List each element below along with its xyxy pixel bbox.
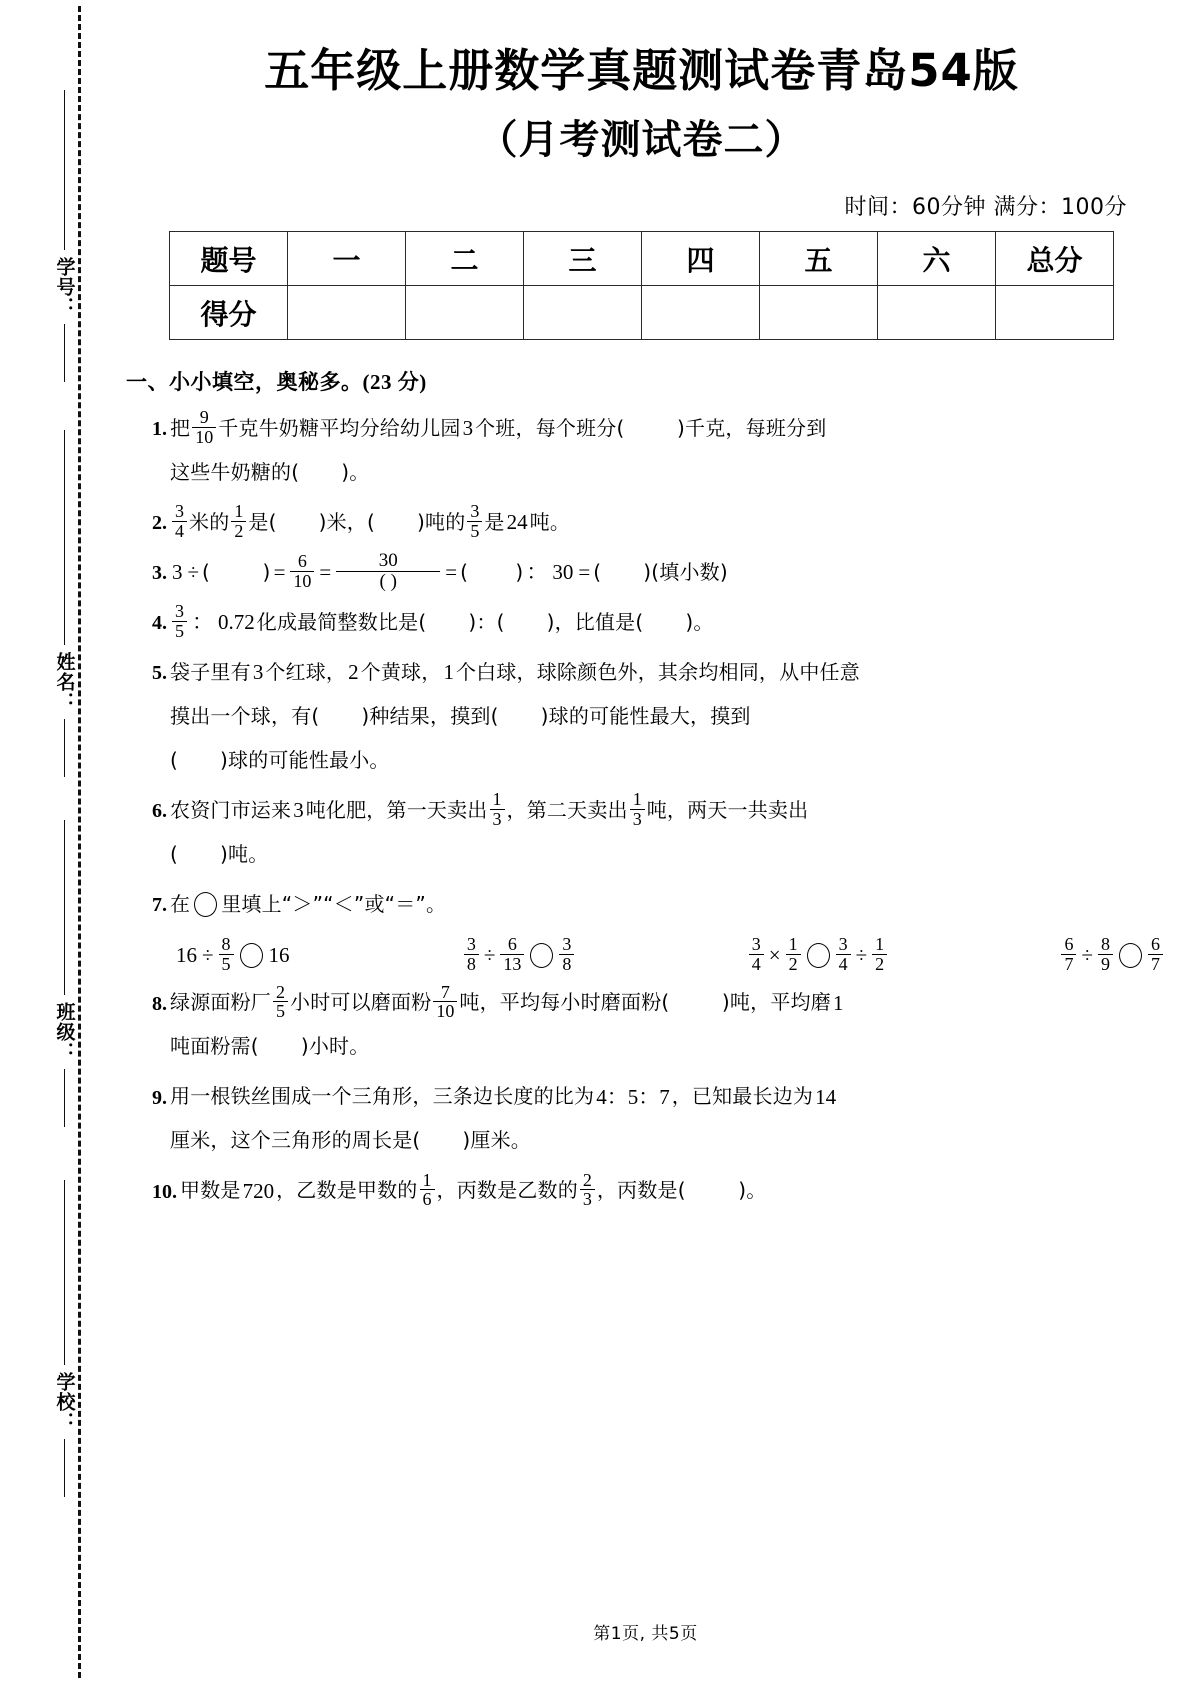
fraction-denominator: 7 [1061,954,1076,974]
fraction-numerator: 1 [632,789,642,810]
fraction [290,552,314,590]
operator-text: × [768,943,781,967]
question-text: 个白球，球除颜色外，其余均相同，从中任意 [455,659,860,684]
fraction-numerator: 1 [234,501,244,522]
question-text: 在 [170,891,191,916]
fraction-denominator: 5 [273,1001,288,1021]
seal-rule [64,1439,65,1497]
fraction [172,602,187,640]
question-text: )吨，平均磨 [721,990,831,1015]
section-heading [126,366,1165,396]
comparison-expression [462,936,577,974]
fraction [273,983,288,1021]
fraction [1148,935,1163,973]
question-text: )千克，每班分到 [677,415,827,440]
seal-label-school: 学校： [53,1372,76,1432]
question-text: 米的 [189,509,230,534]
question-text: )： [468,609,497,634]
operator-text: = [445,560,458,585]
fraction-numerator: 2 [582,1169,592,1190]
question-item [152,1075,1165,1163]
score-table-row-label-question: 题号 [170,232,288,286]
operator-text: = [578,560,591,585]
fraction [231,502,246,540]
answer-blank[interactable] [277,509,319,535]
fraction [559,935,574,973]
section-heading-text: 一、小小填空，奥秘多。 [126,370,363,395]
fraction [872,935,887,973]
fraction-denominator: ( ) [336,571,440,592]
seal-slot-class [46,820,82,1127]
fraction-numerator: 3 [466,934,476,955]
table-row-question-numbers [170,232,1114,286]
question-item [152,882,1165,926]
question-text: ( [593,559,602,584]
fraction-numerator: 3 [470,501,480,522]
question-text: 吨化肥，第一天卖出 [305,797,488,822]
exam-page [100,0,1191,1684]
answer-blank[interactable] [259,1034,301,1060]
question-text: ，第二天卖出 [506,797,628,822]
seal-rule [64,430,65,645]
question-text: )米，( [318,509,376,534]
fraction-denominator: 2 [872,954,887,974]
question-text: 把 [170,415,191,440]
question-line [170,1025,1165,1069]
question-line [170,1119,1165,1163]
question-body [170,550,1165,594]
question-body [170,1075,1165,1163]
operator-text: ÷ [187,560,200,585]
question-line [170,694,1165,738]
fraction [749,935,764,973]
fraction-denominator: 3 [490,809,505,829]
question-text: 里填上“＞”“＜”或“＝”。 [221,891,447,916]
number-text: 3 [172,560,183,585]
comparison-expression [1059,936,1165,974]
fraction-denominator: 5 [172,621,187,641]
fraction-numerator: 1 [422,1169,432,1190]
fraction-numerator: 9 [199,407,209,428]
answer-blank[interactable] [178,841,220,867]
fraction-denominator: 3 [630,809,645,829]
question-text: 是( [248,509,277,534]
question-number: 8. [152,992,167,1015]
question-text: 个黄球， [360,659,442,684]
fraction-denominator: 10 [433,1001,457,1021]
fraction-numerator: 3 [175,501,184,522]
fraction-denominator: 9 [1098,954,1113,974]
exam-meta-line: 时间：60分钟 满分：100分 [844,195,1127,221]
seal-rule [64,1069,65,1127]
page-footer: 第1页, 共5页 [593,1624,698,1644]
question-body [170,650,1165,782]
number-text: 30 [552,560,574,585]
fraction-numerator: 8 [221,934,231,955]
answer-blank[interactable] [505,609,547,635]
score-cell-total[interactable] [996,286,1114,340]
question-item [152,600,1165,644]
question-text: 摸出一个球，有( [170,703,320,728]
question-line [170,550,1165,594]
answer-blank[interactable] [426,609,468,635]
question-number: 1. [152,418,167,441]
fraction-numerator: 3 [751,934,761,955]
answer-blank[interactable] [319,703,361,729]
number-text: 14 [815,1084,837,1109]
fraction [1098,935,1113,973]
fraction [1061,935,1076,973]
question-line [170,1075,1165,1119]
number-text: 16 [176,943,197,967]
answer-blank[interactable] [499,703,541,729]
fraction [630,790,645,828]
question-number: 7. [152,894,167,917]
score-table-col-4: 四 [642,232,760,286]
fraction [464,935,479,973]
comparison-circle-blank[interactable] [240,943,263,968]
question-text: )种结果，摸到( [361,703,499,728]
question-number: 4. [152,612,167,635]
answer-blank[interactable] [420,1128,462,1154]
question-text: ) [262,559,271,584]
seal-label-name: 姓名： [53,652,76,712]
score-cell-3[interactable] [524,286,642,340]
comparison-circle-blank[interactable] [530,943,553,968]
question-text: 是 [484,509,505,534]
question-text: 吨，平均每小时磨面粉( [459,990,670,1015]
fraction-denominator: 4 [836,954,851,974]
question-line [170,981,1165,1025]
question-text: 厘米，这个三角形的周长是( [170,1128,421,1153]
comparison-circle-blank[interactable] [1119,943,1142,968]
question-number: 6. [152,800,167,823]
number-text: 1 [443,660,454,685]
question-body [180,1169,1165,1213]
score-table-row-label-score: 得分 [170,286,288,340]
question-text: )吨。 [220,841,269,866]
question-text: ，丙数是( [596,1178,686,1203]
question-body [170,500,1165,544]
section-heading-points: (23 分) [362,370,427,395]
number-text: 4：5：7 [596,1084,670,1109]
question-text: 用一根铁丝围成一个三角形，三条边长度的比为 [170,1084,595,1109]
question-text: 这些牛奶糖的( [170,459,300,484]
fraction [836,935,851,973]
operator-text: = [273,560,286,585]
question-text: )小时。 [300,1034,370,1059]
question-line [170,500,1165,544]
operator-text: ÷ [855,943,868,967]
fraction-denominator: 2 [786,954,801,974]
fraction-denominator: 7 [1148,954,1163,974]
question-text: 绿源面粉厂 [170,990,271,1015]
operator-text: ÷ [202,943,214,967]
comparison-circle-blank[interactable] [807,943,830,968]
question-text: 甲数是 [180,1178,241,1203]
answer-blank[interactable] [375,509,417,535]
score-table-col-5: 五 [760,232,878,286]
fraction [192,408,216,446]
score-table-col-total: 总分 [996,232,1114,286]
score-cell-5[interactable] [760,286,878,340]
question-line [180,1169,1165,1213]
question-text: ( [460,559,469,584]
question-line [170,882,1165,926]
score-table-col-1: 一 [288,232,406,286]
fraction-numerator: 2 [276,981,285,1002]
question-item [152,650,1165,782]
left-margin-seal-strip [0,0,100,1684]
number-text: 3 [462,416,474,441]
answer-blank[interactable] [669,990,722,1016]
question-text: )吨的 [417,509,466,534]
question-text: 吨面粉需( [170,1034,259,1059]
number-text: 3 [293,798,304,823]
answer-blank[interactable] [178,747,220,773]
fraction [500,935,524,973]
question-text: ，已知最长边为 [671,1084,814,1109]
fraction [336,551,440,592]
operator-text: = [319,560,332,585]
number-text: 16 [268,943,290,967]
score-cell-1[interactable] [288,286,406,340]
question-text: 吨，两天一共卖出 [646,797,809,822]
answer-blank[interactable] [299,459,341,485]
score-cell-6[interactable] [878,286,996,340]
fraction-denominator: 2 [231,521,246,541]
question-text: ( [496,609,505,634]
operator-text: ÷ [483,943,496,967]
fraction-numerator: 6 [297,551,307,572]
question-number: 5. [152,662,167,685]
question-line [170,832,1165,876]
fraction-denominator: 4 [749,954,764,974]
fraction-numerator: 6 [1151,934,1160,955]
fraction-denominator: 6 [420,1189,435,1209]
seal-slot-name [46,430,82,777]
operator-text: ： [192,610,213,635]
question-number: 2. [152,512,167,535]
answer-blank[interactable] [210,559,263,585]
seal-slot-student-id [46,90,82,382]
page-subtitle: （月考测试卷二） [477,117,806,164]
question-line [170,738,1165,782]
question-number: 9. [152,1086,167,1109]
fraction-numerator: 1 [492,789,502,810]
fraction-denominator: 5 [219,954,234,974]
question-item [152,1169,1165,1213]
seal-rule [64,90,65,250]
operator-text: ： [526,560,548,585]
fraction-numerator: 6 [507,934,517,955]
seal-label-student-id: 学号： [53,257,76,317]
answer-blank[interactable] [625,415,678,441]
score-cell-2[interactable] [406,286,524,340]
question-text: )(填小数) [643,559,728,584]
question-text: 吨。 [529,509,571,534]
question-text: 农资门市运来 [170,797,292,822]
question-line [170,406,1165,450]
question-text: 小时可以磨面粉 [290,990,432,1015]
comparison-expression [747,936,889,974]
comparison-expression [174,936,292,974]
fraction-denominator: 10 [290,571,314,591]
question-text: )。 [738,1178,767,1203]
answer-blank[interactable] [643,609,685,635]
number-text: 1 [832,990,844,1015]
question-item [152,406,1165,494]
fraction-denominator: 8 [464,954,479,974]
comparison-expression-row [174,936,1165,974]
seal-rule [64,820,65,995]
answer-blank[interactable] [686,1178,739,1204]
comparison-circle-blank[interactable] [194,892,217,917]
question-text: )，比值是( [546,609,644,634]
fraction-denominator: 5 [467,521,482,541]
fraction-numerator: 6 [1064,934,1074,955]
score-cell-4[interactable] [642,286,760,340]
fraction-numerator: 8 [1101,934,1110,955]
answer-blank[interactable] [601,559,643,585]
page-title: 五年级上册数学真题测试卷青岛54版 [264,44,1019,97]
question-item [152,981,1165,1069]
fraction [433,983,457,1021]
question-body [170,981,1165,1069]
score-table [169,231,1114,340]
question-text: 千克牛奶糖平均分给幼儿园 [218,415,461,440]
question-line [170,650,1165,694]
question-text: ，丙数是乙数的 [436,1178,578,1203]
fraction-denominator: 4 [172,521,187,541]
number-text: 0.72 [218,610,255,635]
fraction [786,935,801,973]
number-text: 3 [252,660,264,685]
fraction-denominator: 3 [580,1189,595,1209]
fraction-numerator: 1 [875,934,885,955]
fraction-numerator: 3 [562,934,572,955]
question-item [152,788,1165,876]
question-text: )厘米。 [462,1128,532,1153]
fraction-numerator: 1 [788,934,798,955]
fraction-numerator: 3 [175,601,184,622]
question-body [170,788,1165,876]
question-list [152,406,1165,1212]
fraction [172,502,187,540]
question-text: 个班，每个班分( [475,415,625,440]
score-table-col-3: 三 [524,232,642,286]
score-table-col-2: 二 [406,232,524,286]
question-text: ) [515,559,524,584]
fraction [467,502,482,540]
fraction-denominator: 8 [559,954,574,974]
answer-blank[interactable] [468,559,515,585]
question-text: )。 [341,459,370,484]
question-line [170,788,1165,832]
fraction-denominator: 13 [500,954,524,974]
fraction-numerator: 3 [838,934,848,955]
number-text: 2 [348,660,359,685]
number-text: 720 [242,1178,275,1203]
seal-rule [64,1180,65,1365]
seal-slot-school [46,1180,82,1497]
fraction [219,935,234,973]
question-body [170,882,1165,926]
fraction [490,790,505,828]
question-text: 袋子里有 [170,659,251,684]
question-number: 3. [152,562,167,585]
question-item [152,500,1165,544]
question-text: 化成最简整数比是( [256,609,427,634]
score-table-col-6: 六 [878,232,996,286]
seal-rule [64,324,65,382]
operator-text: ÷ [1081,943,1093,967]
fraction [420,1171,435,1209]
question-text: )球的可能性最大，摸到 [540,703,751,728]
number-text: 24 [506,510,528,535]
table-row-scores [170,286,1114,340]
question-text: ( [202,559,211,584]
seal-label-class: 班级： [53,1002,76,1062]
question-item [152,550,1165,594]
question-text: ( [170,841,179,866]
question-line [170,600,1165,644]
fraction-numerator: 7 [440,981,450,1002]
question-body [170,406,1165,494]
fraction-numerator: 30 [378,550,398,572]
question-text: ，乙数是甲数的 [276,1178,418,1203]
question-text: 个红球， [265,659,347,684]
question-text: )。 [685,609,714,634]
seal-rule [64,719,65,777]
fraction [580,1171,595,1209]
question-text: ( [170,747,179,772]
fraction-denominator: 10 [192,427,216,447]
question-number: 10. [152,1180,177,1203]
question-body [170,600,1165,644]
question-text: )球的可能性最小。 [220,747,390,772]
question-line [170,450,1165,494]
